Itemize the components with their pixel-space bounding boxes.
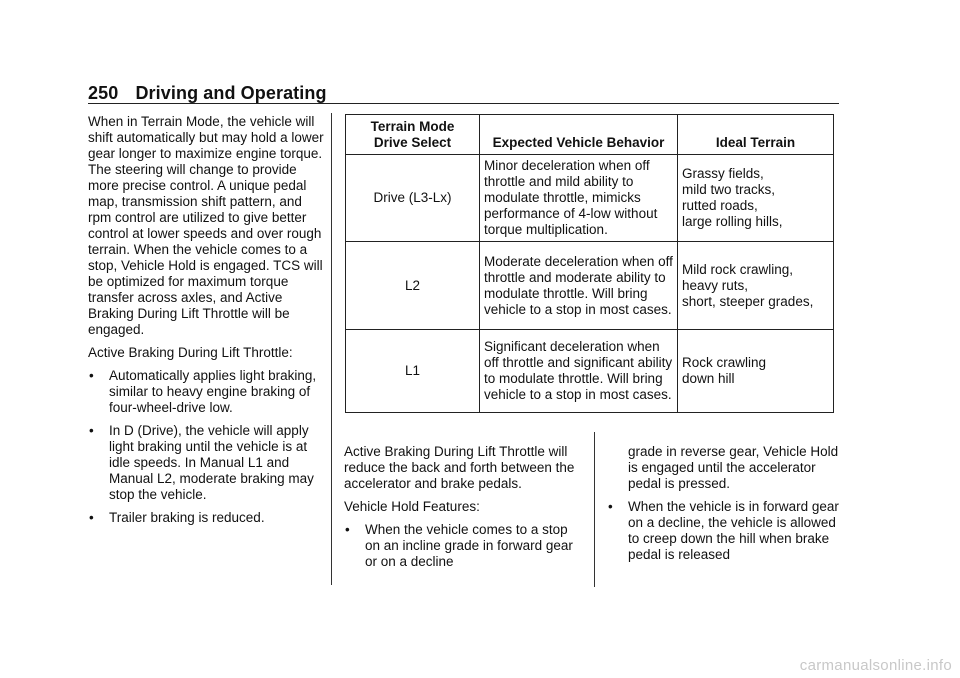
- list-item-text: When the vehicle is in forward gear on a decline, the vehicle is allowed to creep down the hill when brake pedal is released: [628, 499, 839, 562]
- cell-drive-mode: L2: [346, 242, 480, 330]
- list-item-continued: [607, 444, 839, 492]
- right-column: [607, 444, 839, 570]
- list-item-text: Trailer braking is reduced.: [109, 510, 265, 525]
- active-braking-lead: Active Braking During Lift Throttle:: [88, 345, 293, 360]
- list-item: [344, 522, 580, 570]
- active-braking-paragraph: Active Braking During Lift Throttle will reduce the back and forth between the accelerator and brake pedals.: [344, 444, 575, 491]
- cell-terrain: Mild rock crawling, heavy ruts, short, steeper grades,: [678, 242, 834, 330]
- terrain-mode-table: [345, 114, 834, 413]
- bullet-icon: •: [345, 522, 350, 537]
- table-row: [346, 330, 834, 413]
- section-title: Driving and Operating: [135, 83, 327, 103]
- list-item-text: grade in reverse gear, Vehicle Hold is engaged until the accelerator pedal is pressed.: [628, 444, 839, 491]
- page-header: [88, 83, 327, 104]
- bullet-icon: •: [89, 510, 94, 525]
- cell-terrain: Rock crawling down hill: [678, 330, 834, 413]
- bullet-icon: •: [89, 423, 94, 438]
- cell-behavior: Moderate deceleration when off throttle and moderate ability to modulate throttle. Will bring vehicle to a stop in most cases.: [480, 242, 678, 330]
- middle-column: [344, 444, 580, 577]
- cell-behavior: Minor deceleration when off throttle and mild ability to modulate throttle, mimicks performance of 4-low without torque multiplication.: [480, 155, 678, 242]
- cell-drive-mode: Drive (L3-Lx): [346, 155, 480, 242]
- list-item-text: When the vehicle comes to a stop on an incline grade in forward gear or on a decline: [365, 522, 573, 569]
- list-item-text: In D (Drive), the vehicle will apply light braking until the vehicle is at idle speeds. In Manual L1 and Manual L2, moderate braking may stop the vehicle.: [109, 423, 314, 502]
- header-ideal-terrain: Ideal Terrain: [678, 115, 834, 155]
- list-item: [88, 368, 324, 416]
- list-item: [88, 510, 324, 526]
- list-item: [607, 499, 839, 563]
- list-item: [88, 423, 324, 503]
- cell-terrain: Grassy fields, mild two tracks, rutted roads, large rolling hills,: [678, 155, 834, 242]
- column-divider-left: [331, 113, 332, 585]
- header-rule: [88, 103, 839, 104]
- cell-drive-mode: L1: [346, 330, 480, 413]
- vehicle-hold-lead: Vehicle Hold Features:: [344, 499, 480, 514]
- bullet-icon: •: [89, 368, 94, 383]
- left-column: [88, 114, 324, 533]
- table-header-row: [346, 115, 834, 155]
- page-number: 250: [88, 83, 119, 103]
- bullet-icon: •: [608, 499, 613, 514]
- table-row: [346, 242, 834, 330]
- header-drive-select: Terrain Mode Drive Select: [346, 115, 480, 155]
- table-row: [346, 155, 834, 242]
- header-expected-behavior: Expected Vehicle Behavior: [480, 115, 678, 155]
- column-divider-right: [594, 432, 595, 587]
- list-item-text: Automatically applies light braking, similar to heavy engine braking of four-wheel-drive low.: [109, 368, 317, 415]
- watermark: carmanualsonline.info: [799, 657, 952, 674]
- terrain-mode-intro: When in Terrain Mode, the vehicle will shift automatically but may hold a lower gear longer to maximize engine torque. The steering will change to provide more precise control. A unique pedal map, transmission shift pattern, and rpm control are utilized to give better control at lower speeds and over rough terrain. When the vehicle comes to a stop, Vehicle Hold is engaged. TCS will be optimized for maximum torque transfer across axles, and Active Braking During Lift Throttle will be engaged.: [88, 114, 324, 337]
- cell-behavior: Significant deceleration when off throttle and significant ability to modulate throttle. Will bring vehicle to a stop in most cases.: [480, 330, 678, 413]
